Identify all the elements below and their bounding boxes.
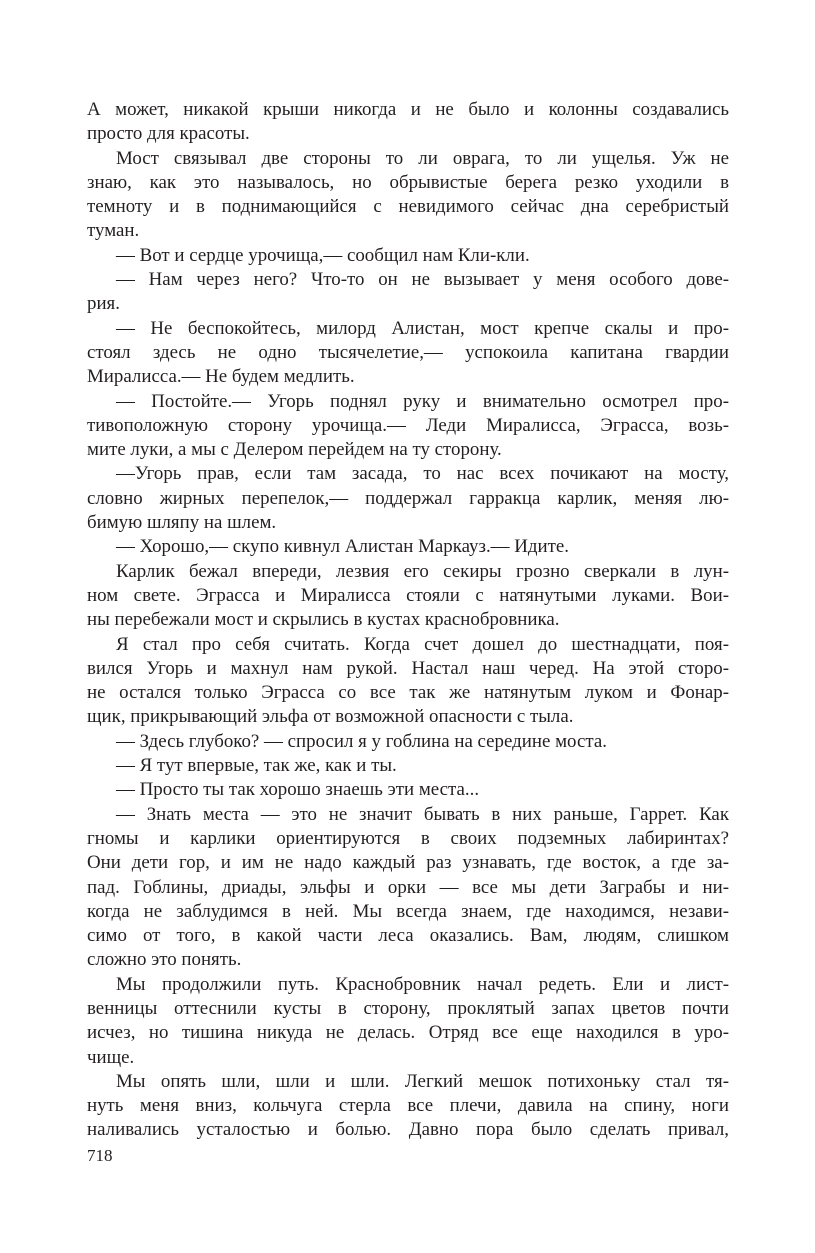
text-line: —Угорь прав, если там засада, то нас всех почикают на мосту, [116,463,729,485]
text-line: тивоположную сторону урочища.— Леди Миралисса, Эграсса, возь- [87,414,729,436]
text-line: ны перебежали мост и скрылись в кустах краснобровника. [87,609,560,631]
text-line: — Знать места — это не значит бывать в них раньше, Гаррет. Как [116,803,729,825]
text-line: пад. Гоблины, дриады, эльфы и орки — все мы дети Заграбы и ни- [87,876,729,898]
text-line: Мы продолжили путь. Краснобровник начал редеть. Ели и лист- [116,973,729,995]
text-line: словно жирных перепелок,— поддержал гарракца карлик, меняя лю- [87,487,729,509]
text-line: Они дети гор, и им не надо каждый раз узнавать, где восток, а где за- [87,852,729,874]
text-line: знаю, как это называлось, но обрывистые берега резко уходили в [87,171,729,193]
text-line: Миралисса.— Не будем медлить. [87,366,355,388]
page-number: 718 [87,1146,113,1165]
text-line: венницы оттеснили кусты в сторону, проклятый запах цветов почти [87,997,729,1019]
text-line: — Просто ты так хорошо знаешь эти места... [116,779,480,801]
text-line: — Здесь глубоко? — спросил я у гоблина на середине моста. [116,730,607,752]
text-line: темноту и в поднимающийся с невидимого сейчас дна серебристый [87,196,729,218]
text-line: Я стал про себя считать. Когда счет дошел до шестнадцати, поя- [116,633,729,655]
text-line: — Не беспокойтесь, милорд Алистан, мост крепче скалы и про- [116,317,729,339]
text-line: не остался только Эграсса со все так же натянутым луком и Фонар- [87,682,729,704]
text-line: просто для красоты. [87,123,250,145]
text-line: — Постойте.— Угорь поднял руку и внимательно осмотрел про- [116,390,729,412]
text-line: нуть меня вниз, кольчуга стерла все плечи, давила на спину, ноги [87,1095,729,1117]
text-line: чище. [87,1046,135,1068]
text-line: Мост связывал две стороны то ли оврага, то ли ущелья. Уж не [116,147,729,169]
text-line: — Нам через него? Что-то он не вызывает у меня особого дове- [116,269,729,291]
text-line: ном свете. Эграсса и Миралисса стояли с натянутыми луками. Вои- [87,584,729,606]
text-line: вился Угорь и махнул нам рукой. Настал наш черед. На этой сторо- [87,657,729,679]
text-line: мите луки, а мы с Делером перейдем на ту сторону. [87,439,502,461]
text-line: исчез, но тишина никуда не делась. Отряд все еще находился в уро- [87,1022,729,1044]
text-line: гномы и карлики ориентируются в своих подземных лабиринтах? [87,827,729,849]
text-line: — Я тут впервые, так же, как и ты. [116,755,397,777]
page-body [87,98,729,1143]
text-line: когда не заблудимся в ней. Мы всегда знаем, где находимся, незави- [87,900,729,922]
text-line: — Вот и сердце урочища,— сообщил нам Кли-кли. [116,244,530,266]
text-line: стоял здесь не одно тысячелетие,— успокоила капитана гвардии [87,341,729,363]
text-line: Карлик бежал впереди, лезвия его секиры грозно сверкали в лун- [116,560,729,582]
text-line: туман. [87,220,140,242]
text-line: симо от того, в какой части леса оказались. Вам, людям, слишком [87,925,729,947]
text-line: бимую шляпу на шлем. [87,512,277,534]
text-line: А может, никакой крыши никогда и не было и колонны создавались [87,99,729,120]
text-line: щик, прикрывающий эльфа от возможной опасности с тыла. [87,706,574,728]
text-line: наливались усталостью и болью. Давно пора было сделать привал, [87,1119,729,1141]
text-line: сложно это понять. [87,949,242,971]
text-line: — Хорошо,— скупо кивнул Алистан Маркауз.— Идите. [116,536,570,558]
text-line: рия. [87,293,120,315]
text-line: Мы опять шли, шли и шли. Легкий мешок потихоньку стал тя- [116,1070,729,1092]
